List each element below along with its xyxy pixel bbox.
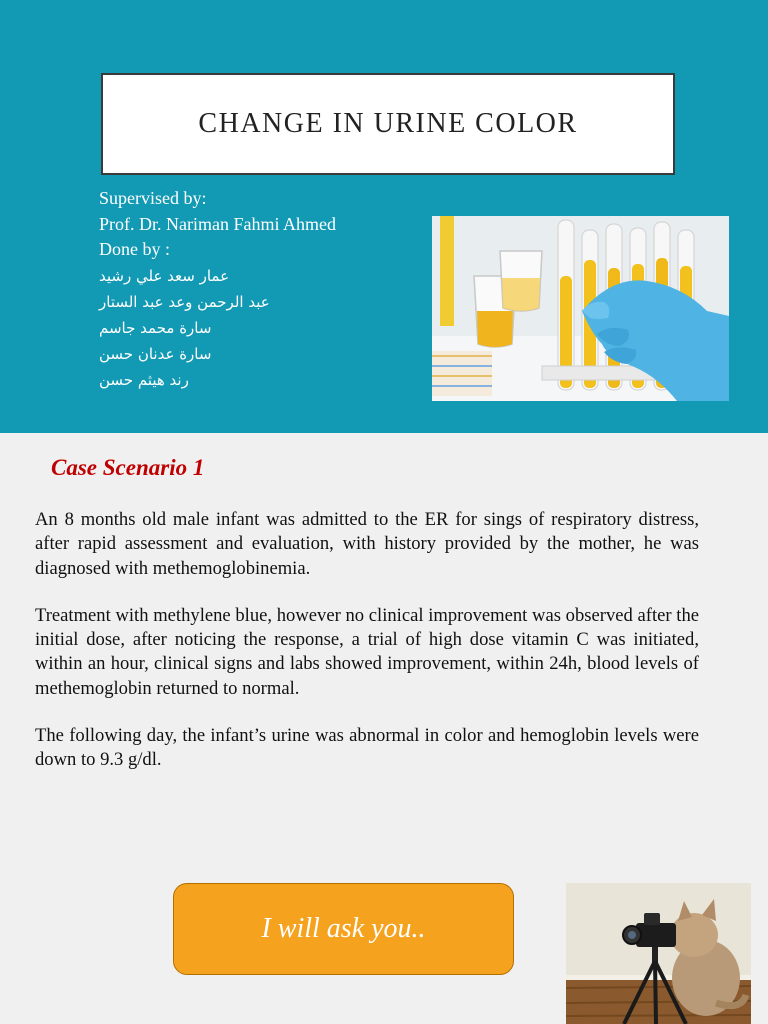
ask-you-button[interactable] <box>173 883 514 975</box>
author-name: عمار سعد علي رشيد <box>99 266 230 285</box>
credits-block <box>99 186 336 393</box>
case-paragraph: Treatment with methylene blue, however no clinical improvement was observed after the initial dose, after noticing the response, a trial of high dose vitamin C was initiated, within an hour, clinical signs and labs showed improvement, within 24h, blood levels of methemoglobin returned to normal. <box>35 604 699 699</box>
author-name: عبد الرحمن وعد عبد الستار <box>99 292 270 311</box>
ask-you-label: I will ask you.. <box>261 913 426 944</box>
test-tubes-illustration <box>432 216 729 401</box>
author-name: سارة عدنان حسن <box>99 344 212 363</box>
cat-camera-illustration <box>566 883 751 1024</box>
title-box <box>101 73 675 175</box>
supervised-label: Supervised by: <box>99 188 207 208</box>
header-banner <box>0 0 768 433</box>
case-paragraph: The following day, the infant’s urine was abnormal in color and hemoglobin levels were down to 9.3 g/dl. <box>35 725 699 771</box>
case-scenario-title: Case Scenario 1 <box>51 455 205 480</box>
page-title: CHANGE IN URINE COLOR <box>198 108 578 139</box>
case-description <box>35 508 699 796</box>
done-by-label: Done by : <box>99 239 170 259</box>
author-name: سارة محمد جاسم <box>99 318 212 337</box>
test-tubes-photo <box>432 216 729 401</box>
cat-camera-photo <box>566 883 751 1024</box>
author-name: رند هيثم حسن <box>99 370 189 389</box>
supervisor-name: Prof. Dr. Nariman Fahmi Ahmed <box>99 213 336 234</box>
case-paragraph: An 8 months old male infant was admitted to the ER for sings of respiratory distress, after rapid assessment and evaluation, with history provided by the mother, he was diagnosed with methemoglobinemia. <box>35 509 699 579</box>
